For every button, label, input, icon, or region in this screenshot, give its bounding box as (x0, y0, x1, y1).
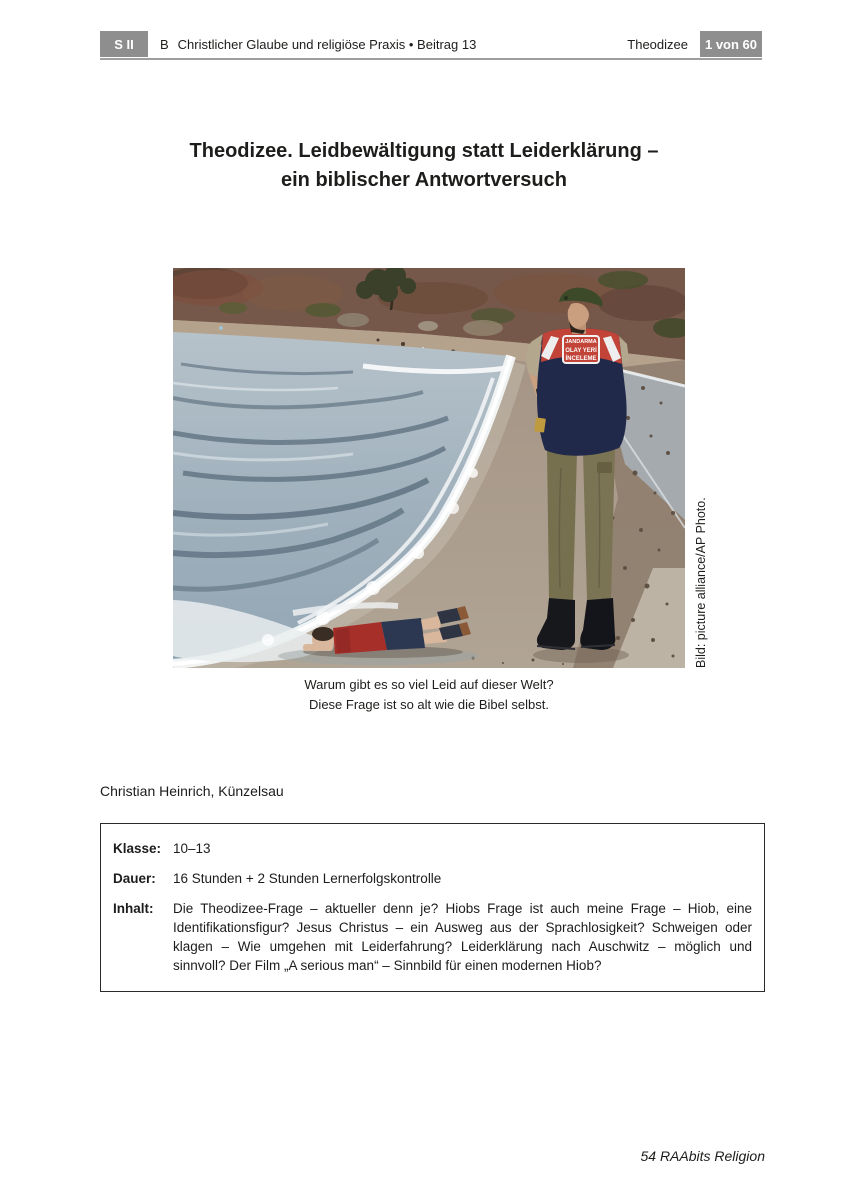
lesson-info-box (100, 823, 765, 992)
info-label-inhalt: Inhalt: (113, 901, 154, 916)
header-divider (100, 58, 762, 60)
info-value-dauer: 16 Stunden + 2 Stunden Lernerfolgskontrolle (173, 871, 442, 886)
page-title-line2: ein biblischer Antwortversuch (281, 169, 567, 191)
info-row-dauer (113, 869, 752, 888)
vest-text-jandarma: JANDARMA (565, 339, 597, 345)
info-row-inhalt (113, 899, 752, 975)
vest-text-olay-yeri: OLAY YERİ (565, 348, 597, 354)
info-label-klasse: Klasse: (113, 841, 162, 856)
photo-caption-line1: Warum gibt es so viel Leid auf dieser Welt? (304, 677, 554, 692)
series-title: Christlicher Glaube und religiöse Praxis • Beitrag 13 (177, 36, 477, 52)
school-level-badge: S II (100, 31, 148, 57)
photo-caption (173, 675, 685, 715)
page-header (100, 31, 762, 57)
info-value-inhalt: Die Theodizee-Frage – aktueller denn je? Hiobs Frage ist auch meine Frage – Hiob, eine Identifikationsfigur? Jesus Christus – ein Ausweg aus der Sprachlosigkeit? Schweigen oder klagen – Wie umgehen mit Leiderfahrung? Leiderklärung nach Auschwitz – möglich und sinnvoll? Der Film „A serious man“ – Sinnbild für einen modernen Hiob? (173, 901, 752, 973)
info-label-dauer: Dauer: (113, 871, 156, 886)
beach-photo-illustration (173, 268, 685, 668)
beach-photograph (173, 268, 685, 668)
section-letter: B (160, 36, 169, 52)
info-row-klasse (113, 839, 752, 858)
header-middle (148, 31, 700, 57)
page-title (0, 137, 848, 195)
vest-text-inceleme: İNCELEME (565, 356, 597, 362)
info-value-klasse: 10–13 (173, 841, 211, 856)
photo-caption-line2: Diese Frage ist so alt wie die Bibel selbst. (309, 697, 549, 712)
author-name: Christian Heinrich, Künzelsau (100, 783, 284, 799)
photo-credit: Bild: picture alliance/AP Photo. (694, 497, 708, 668)
page-number-badge: 1 von 60 (700, 31, 762, 57)
footer-imprint: 54 RAAbits Religion (640, 1148, 765, 1164)
header-topic: Theodizee (627, 36, 688, 52)
page-title-line1: Theodizee. Leidbewältigung statt Leiderklärung – (189, 140, 659, 162)
